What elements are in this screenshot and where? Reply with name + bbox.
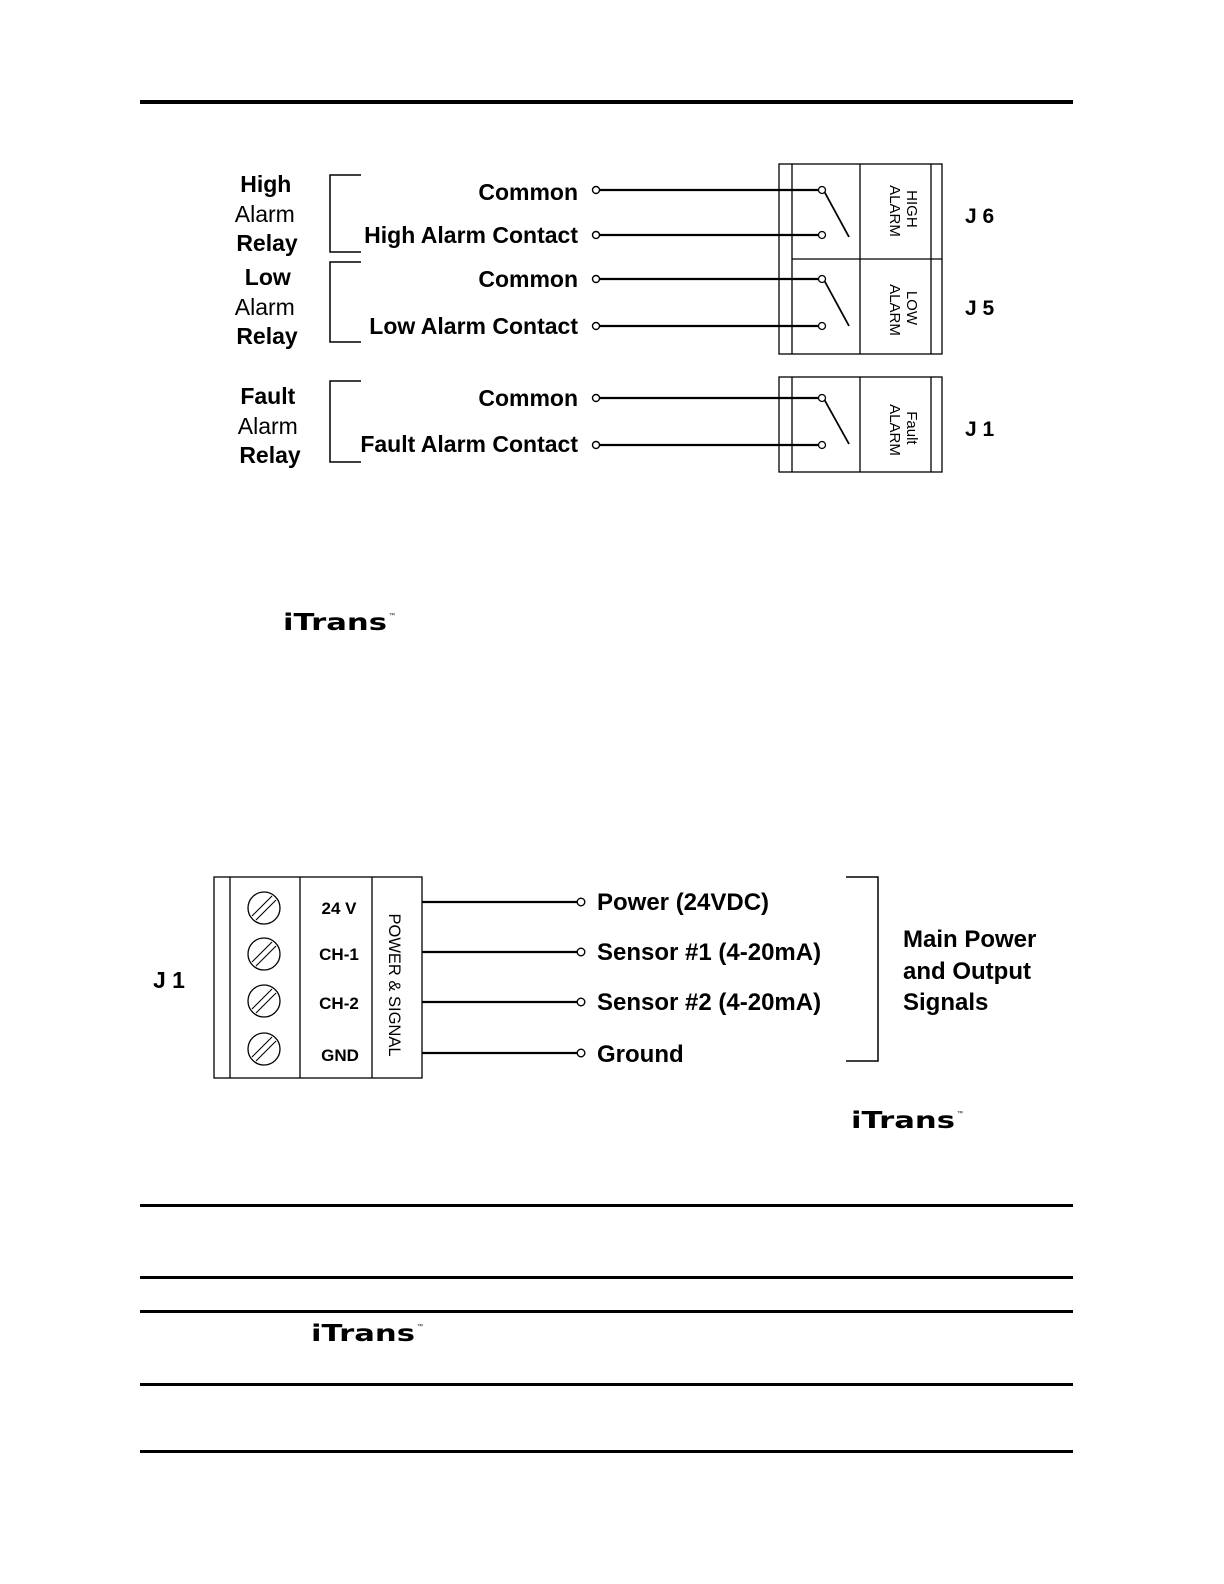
low-common-label: Common: [478, 266, 578, 292]
terminal-point: [593, 323, 600, 330]
itrans-logo-2: [851, 1108, 963, 1134]
pin-label-ch2: CH-2: [319, 994, 359, 1013]
relay-wires: [599, 190, 820, 445]
fault-contact-label: Fault Alarm Contact: [360, 431, 578, 457]
connector-j1-power-label: J 1: [153, 967, 185, 993]
high-relay-bracket: [330, 175, 361, 252]
switch-pivot: [819, 442, 826, 449]
rule-1: [140, 1204, 1073, 1207]
screw-icon: [248, 985, 280, 1017]
relay-switches: [824, 191, 849, 444]
power-terminal-points: [577, 898, 585, 1057]
fault-common-label: Common: [478, 385, 578, 411]
relay-switch-pivots: [819, 187, 826, 449]
high-common-label: Common: [478, 179, 578, 205]
svg-text:iTrans: iTrans: [851, 1108, 955, 1134]
terminal-point: [593, 276, 600, 283]
svg-text:™: ™: [957, 1111, 963, 1117]
svg-text:™: ™: [389, 613, 395, 619]
high-relay-title: High Alarm Relay: [234, 171, 298, 256]
switch-pivot: [819, 323, 826, 330]
fault-alarm-block-label: Fault ALARM: [886, 404, 920, 456]
switch-pivot: [819, 276, 826, 283]
svg-text:™: ™: [417, 1324, 423, 1330]
svg-text:iTrans: iTrans: [311, 1321, 415, 1347]
main-power-group-label: Main Power and Output Signals: [903, 926, 1037, 1016]
screw-icon: [248, 1033, 280, 1065]
screw-icon: [248, 938, 280, 970]
rule-3: [140, 1310, 1073, 1313]
high-alarm-block-label: HIGH ALARM: [886, 185, 920, 237]
rule-2: [140, 1276, 1073, 1279]
terminal-point: [593, 232, 600, 239]
low-relay-bracket: [330, 262, 361, 342]
signal-label-ground: Ground: [597, 1041, 684, 1068]
switch-pivot: [819, 395, 826, 402]
signals-bracket: [846, 877, 878, 1061]
relay-terminal-points: [593, 187, 600, 449]
switch-pivot: [819, 232, 826, 239]
terminal-point: [593, 442, 600, 449]
terminal-screws: [248, 892, 280, 1065]
high-switch-arm: [824, 191, 849, 237]
terminal-point: [577, 998, 585, 1006]
fault-relay-title: Fault Alarm Relay: [237, 383, 301, 468]
screw-icon: [248, 892, 280, 924]
signal-label-sensor1: Sensor #1 (4-20mA): [597, 939, 822, 966]
low-alarm-block-label: LOW ALARM: [886, 284, 920, 336]
high-contact-label: High Alarm Contact: [364, 222, 578, 248]
signal-label-sensor2: Sensor #2 (4-20mA): [597, 989, 822, 1016]
itrans-logo-3: [311, 1321, 423, 1347]
power-diagram: [153, 877, 1043, 1078]
low-contact-label: Low Alarm Contact: [369, 313, 578, 339]
svg-text:iTrans: iTrans: [283, 610, 387, 636]
switch-pivot: [819, 187, 826, 194]
connector-j6-label: J 6: [965, 205, 995, 228]
itrans-logo-1: [283, 610, 395, 636]
signal-label-power: Power (24VDC): [597, 889, 770, 916]
terminal-point: [593, 187, 600, 194]
top-rule: [140, 100, 1073, 104]
connector-j1-relay-label: J 1: [965, 418, 995, 441]
fault-relay-bracket: [330, 381, 361, 462]
relay-diagram: [235, 164, 995, 472]
low-relay-title: Low Alarm Relay: [234, 264, 298, 349]
fault-switch-arm: [824, 399, 849, 444]
rule-4: [140, 1383, 1073, 1386]
terminal-point: [577, 948, 585, 956]
rule-5: [140, 1450, 1073, 1453]
power-wires: [422, 902, 577, 1053]
low-switch-arm: [824, 280, 849, 326]
pin-label-gnd: GND: [321, 1046, 359, 1065]
connector-j5-label: J 5: [965, 297, 995, 320]
terminal-point: [593, 395, 600, 402]
terminal-point: [577, 1049, 585, 1057]
terminal-point: [577, 898, 585, 906]
power-signal-block-label: POWER & SIGNAL: [385, 913, 403, 1057]
pin-label-ch1: CH-1: [319, 945, 359, 964]
pin-label-24v: 24 V: [321, 899, 357, 918]
